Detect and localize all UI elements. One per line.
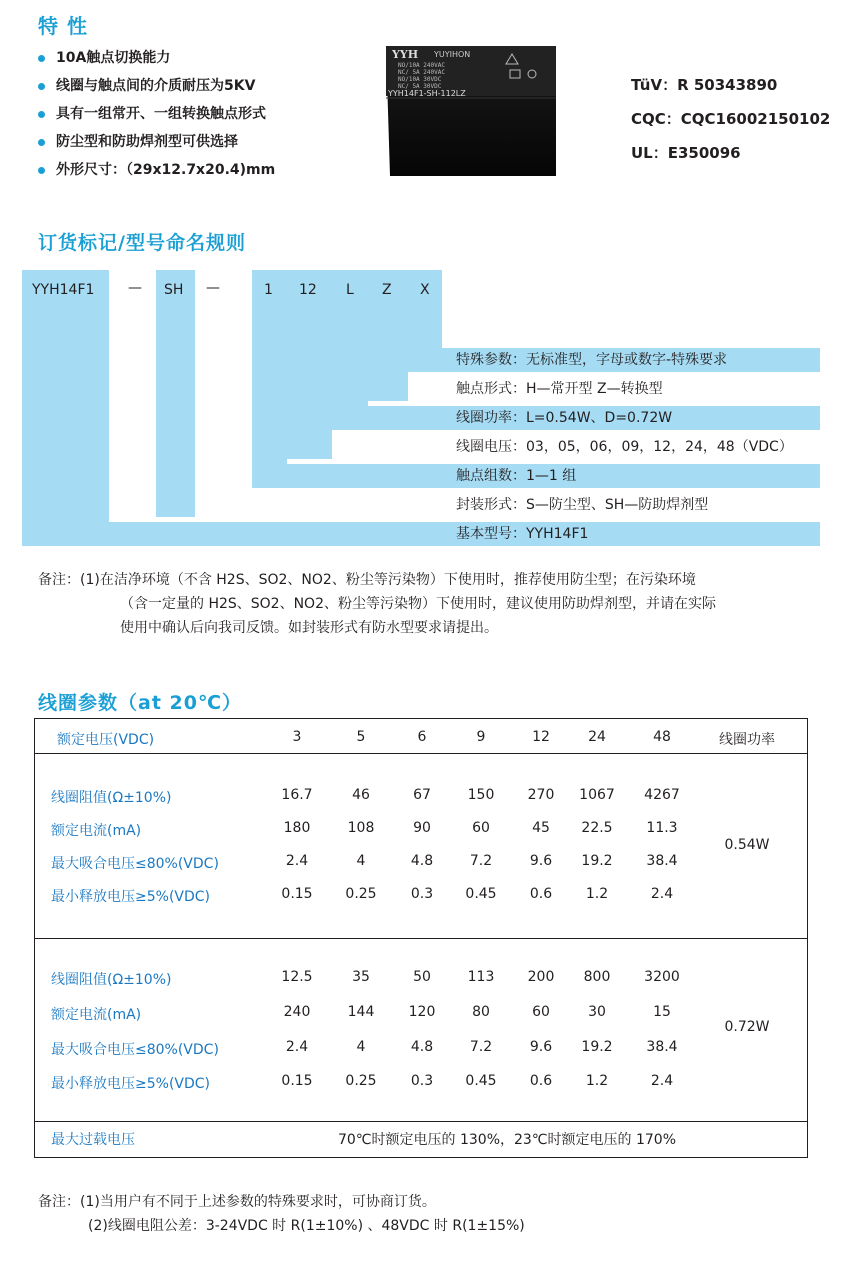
table-cell: 60 (472, 820, 490, 836)
overload-value: 70℃时额定电压的 130%，23℃时额定电压的 170% (337, 1132, 677, 1148)
table-cell: 0.15 (281, 1073, 313, 1089)
table-cell: 0.6 (529, 886, 553, 902)
table-cell: 240 (283, 1004, 311, 1020)
row-label: 最小释放电压≥5%(VDC) (51, 889, 210, 905)
code-dash: — (128, 280, 142, 296)
table-cell: 16.7 (281, 787, 313, 803)
feature-item: 线圈与触点间的介质耐压为5KV (36, 72, 275, 100)
feature-item: 防尘型和防助焊剂型可供选择 (36, 128, 275, 156)
power-value: 0.72W (724, 1019, 770, 1035)
row-label: 最大吸合电压≤80%(VDC) (51, 1042, 219, 1058)
table-cell: 11.3 (646, 820, 678, 836)
label-package: 封装形式：S—防尘型、SH—防助焊剂型 (456, 497, 709, 513)
code-special: X (420, 282, 430, 298)
header-voltage: 3 (292, 729, 302, 745)
label-contact-form: 触点形式：H—常开型 Z—转换型 (456, 381, 663, 397)
label-base-model: 基本型号：YYH14F1 (456, 526, 589, 542)
code-form: Z (382, 282, 392, 298)
table-divider (35, 753, 807, 754)
table-cell: 144 (347, 1004, 375, 1020)
table-cell: 0.6 (529, 1073, 553, 1089)
bar-package (156, 270, 195, 517)
table-cell: 180 (283, 820, 311, 836)
table-cell: 0.25 (345, 1073, 377, 1089)
relay-company: YUYIHON (434, 50, 471, 59)
ordering-diagram (0, 262, 855, 552)
bar-base-model (22, 270, 109, 546)
header-voltage: 48 (653, 729, 671, 745)
table-cell: 0.45 (465, 1073, 497, 1089)
ordering-title: 订货标记/型号命名规则 (38, 232, 246, 254)
table-cell: 1.2 (585, 1073, 609, 1089)
bullet-icon (38, 111, 45, 118)
feature-item: 10A触点切换能力 (36, 44, 275, 72)
label-coil-voltage: 线圈电压：03，05，06，09，12，24，48（VDC） (456, 439, 793, 455)
table-cell: 108 (347, 820, 375, 836)
table-cell: 46 (352, 787, 370, 803)
label-coil-power: 线圈功率：L=0.54W、D=0.72W (456, 410, 673, 426)
table-cell: 150 (467, 787, 495, 803)
coil-table (34, 718, 808, 1158)
label-contact-groups: 触点组数：1—1 组 (456, 468, 577, 484)
header-rated-voltage: 额定电压(VDC) (57, 732, 155, 748)
table-cell: 80 (472, 1004, 490, 1020)
table-cell: 2.4 (285, 1039, 309, 1055)
bar-contact-groups (252, 270, 287, 488)
table-cell: 9.6 (529, 1039, 553, 1055)
row-label: 最大吸合电压≤80%(VDC) (51, 856, 219, 872)
table-cell: 7.2 (469, 853, 493, 869)
table-divider (35, 938, 807, 939)
coil-title: 线圈参数（at 20℃） (38, 692, 242, 714)
table-cell: 3200 (644, 969, 680, 985)
table-cell: 2.4 (650, 1073, 674, 1089)
table-cell: 60 (532, 1004, 550, 1020)
overload-label: 最大过载电压 (51, 1132, 135, 1148)
relay-product-image (382, 44, 560, 178)
table-cell: 0.45 (465, 886, 497, 902)
cert-cqc: CQC：CQC16002150102 (631, 110, 831, 128)
table-cell: 1.2 (585, 886, 609, 902)
table-cell: 38.4 (646, 853, 678, 869)
table-cell: 0.25 (345, 886, 377, 902)
relay-model: YYH14F1-SH-112LZ (388, 89, 466, 98)
code-power: L (346, 282, 354, 298)
feature-item: 具有一组常开、一组转换触点形式 (36, 100, 275, 128)
table-cell: 2.4 (285, 853, 309, 869)
table-cell: 50 (413, 969, 431, 985)
table-cell: 4 (356, 853, 366, 869)
table-cell: 2.4 (650, 886, 674, 902)
table-cell: 120 (408, 1004, 436, 1020)
header-voltage: 12 (532, 729, 550, 745)
bullet-icon (38, 55, 45, 62)
code-voltage: 12 (299, 282, 317, 298)
bullet-icon (38, 83, 45, 90)
table-cell: 4.8 (410, 1039, 434, 1055)
table-cell: 800 (583, 969, 611, 985)
table-divider (35, 1121, 807, 1122)
table-cell: 4.8 (410, 853, 434, 869)
bullet-icon (38, 139, 45, 146)
table-cell: 200 (527, 969, 555, 985)
relay-rating: NC/ 5A 30VDC (398, 83, 442, 90)
feature-item: 外形尺寸：（29x12.7x20.4)mm (36, 156, 275, 184)
relay-rating: NC/ 5A 240VAC (398, 69, 445, 76)
table-cell: 12.5 (281, 969, 313, 985)
note2-line2: (2)线圈电阻公差：3-24VDC 时 R(1±10%) 、48VDC 时 R(1±15%) (88, 1218, 525, 1234)
table-cell: 19.2 (581, 853, 613, 869)
table-cell: 270 (527, 787, 555, 803)
row-label: 线圈阻值(Ω±10%) (51, 790, 172, 806)
note1-line1: 备注：(1)在洁净环境（不含 H2S、SO2、NO2、粉尘等污染物）下使用时，推荐使用防尘型；在污染环境 (38, 572, 696, 588)
code-base: YYH14F1 (32, 282, 95, 298)
table-cell: 38.4 (646, 1039, 678, 1055)
row-label: 最小释放电压≥5%(VDC) (51, 1076, 210, 1092)
table-cell: 90 (413, 820, 431, 836)
label-special: 特殊参数：无标准型，字母或数字-特殊要求 (456, 352, 728, 368)
note1-line3: 使用中确认后向我司反馈。如封装形式有防水型要求请提出。 (120, 620, 498, 636)
cert-tuv: TüV：R 50343890 (631, 76, 778, 94)
relay-rating: NO/10A 30VDC (398, 76, 442, 83)
features-title: 特 性 (38, 14, 88, 38)
table-cell: 113 (467, 969, 495, 985)
note1-line2: （含一定量的 H2S、SO2、NO2、粉尘等污染物）下使用时，建议使用防助焊剂型，并请在实际 (120, 596, 716, 612)
features-list (36, 44, 275, 184)
table-cell: 9.6 (529, 853, 553, 869)
power-value: 0.54W (724, 837, 770, 853)
table-cell: 4 (356, 1039, 366, 1055)
bar-coil-voltage (287, 270, 332, 459)
table-cell: 45 (532, 820, 550, 836)
header-voltage: 9 (476, 729, 486, 745)
header-voltage: 5 (356, 729, 366, 745)
table-cell: 67 (413, 787, 431, 803)
row-label: 额定电流(mA) (51, 823, 142, 839)
header-coil-power: 线圈功率 (719, 732, 775, 748)
cert-ul: UL：E350096 (631, 144, 741, 162)
table-cell: 19.2 (581, 1039, 613, 1055)
relay-rating: NO/10A 240VAC (398, 62, 445, 69)
note2-line1: 备注：(1)当用户有不同于上述参数的特殊要求时，可协商订货。 (38, 1194, 436, 1210)
table-cell: 4267 (644, 787, 680, 803)
header-voltage: 24 (588, 729, 606, 745)
row-label: 线圈阻值(Ω±10%) (51, 972, 172, 988)
table-cell: 30 (588, 1004, 606, 1020)
table-cell: 1067 (579, 787, 615, 803)
table-cell: 22.5 (581, 820, 613, 836)
table-cell: 15 (653, 1004, 671, 1020)
code-dash: — (206, 280, 220, 296)
table-cell: 0.3 (410, 1073, 434, 1089)
bullet-icon (38, 167, 45, 174)
code-package: SH (164, 282, 184, 298)
row-base-model (22, 522, 820, 546)
table-cell: 35 (352, 969, 370, 985)
row-label: 额定电流(mA) (51, 1007, 142, 1023)
code-groups: 1 (264, 282, 273, 298)
table-cell: 7.2 (469, 1039, 493, 1055)
table-cell: 0.15 (281, 886, 313, 902)
table-cell: 0.3 (410, 886, 434, 902)
header-voltage: 6 (417, 729, 427, 745)
relay-brand: YYH (392, 48, 419, 61)
